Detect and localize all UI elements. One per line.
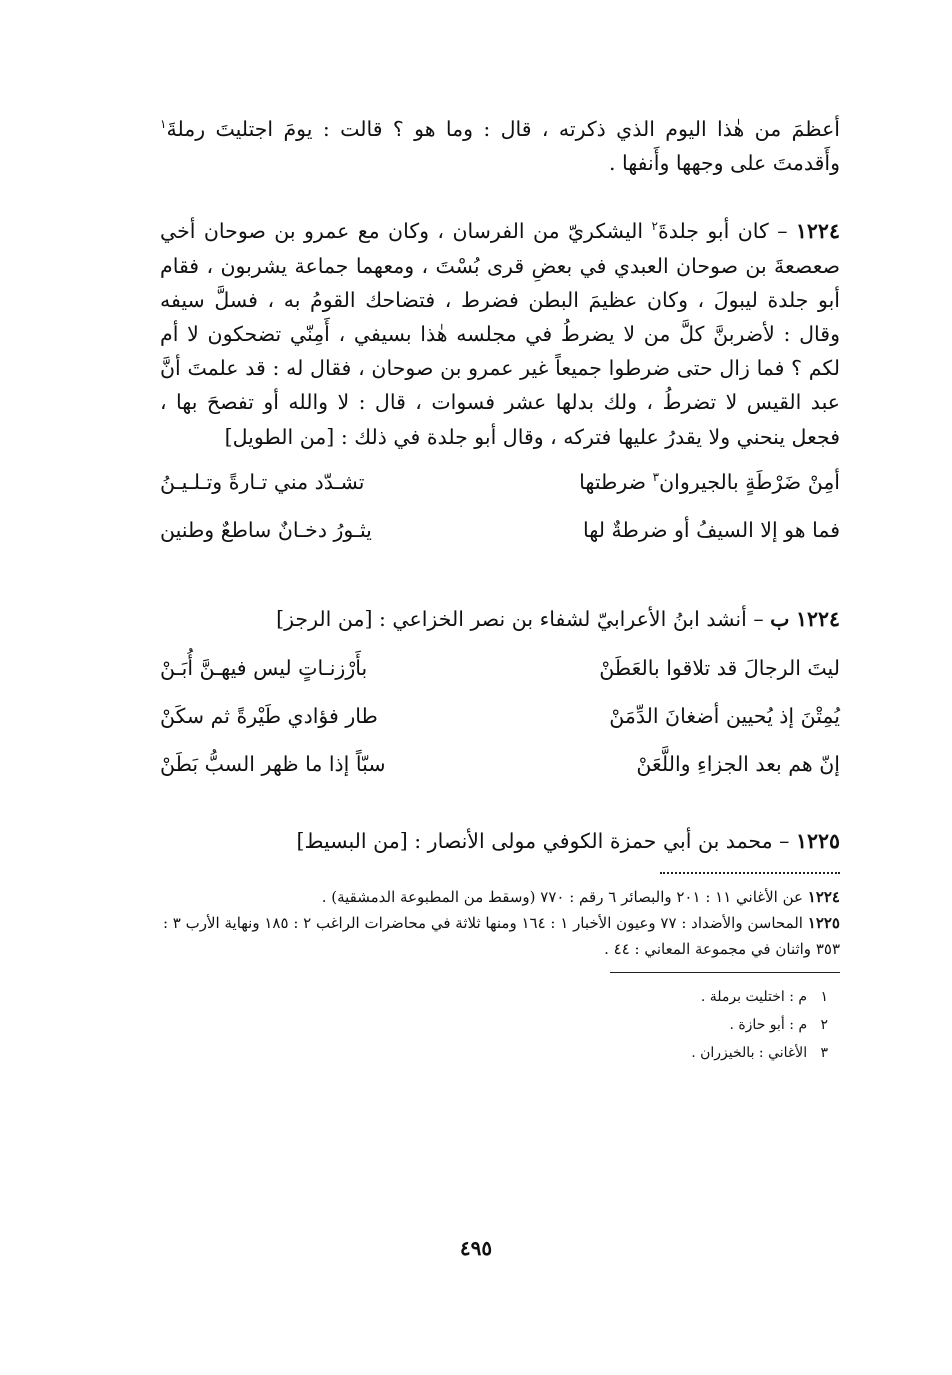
entry-1225-heading: [160, 824, 840, 858]
verse-line: [160, 518, 840, 566]
dotted-divider: [660, 872, 840, 874]
footnote-number: ٢: [820, 1017, 828, 1034]
meter-label: [من الطويل]: [224, 424, 335, 449]
entry-letter: ب: [770, 606, 790, 631]
footnote-divider: [610, 972, 840, 973]
footnote-ref: ١: [160, 117, 167, 132]
verse-line: [160, 752, 840, 800]
source-text: المحاسن والأضداد : ٧٧ وعيون الأخبار ١ : ١٦٤ ومنها ثلاثة في محاضرات الراغب ٢ : ١٨٥ ونهاية الأرب ٣ : ٣٥٣ واثنان في مجموعة المعاني : ٤٤ .: [162, 914, 840, 959]
entry-1224b-heading: [160, 602, 840, 636]
page-number: ٤٩٥: [459, 1236, 493, 1260]
footnote-text: م : أبو حازة .: [729, 1017, 808, 1034]
source-note: [160, 910, 840, 962]
entry-1224-text-b: اليشكريّ من الفرسان ، وكان مع عمرو بن صوحان أخي صعصعةَ بن صوحان العبدي في بعضِ قرى بُسْتَ ، ومعهما جماعة يشربون ، فقام أبو جلدة ليبولَ ، وكان عظيمَ البطن فضرط ، فتضاحك القومُ به ، فسلَّ سيفه وقال : لأضربنَّ كلَّ من لا يضرطُ في مجلسه هٰذا بسيفي ، أَمِنّي تضحكون لا أم لكم ؟ فما زال حتى ضرطوا جميعاً غير عمرو بن صوحان ، فقال له : قد علمتَ أنَّ عبد القيس لا تضرطُ ، ولك بدلها عشر فسوات ، قال : لا والله أو تفصحَ بها ، فجعل ينحني ولا يقدرُ عليها فتركه ، وقال أبو جلدة في ذلك :: [160, 219, 840, 449]
footnote-ref: ٢: [651, 219, 658, 234]
meter-label: [من الرجز]: [276, 606, 373, 631]
verse-line: [160, 656, 840, 704]
verse-hemistich-first: أمِنْ ضَرْطَةٍ بالجيروان$^٣$ ضرطتها: [579, 469, 840, 494]
footnote-text: الأغاني : بالخيزران .: [691, 1045, 808, 1062]
verse-hemistich-second: بأَرْزنـاتٍ ليس فيهـنَّ أُبَـنْ: [160, 656, 368, 681]
entry-1224b-text: أنشد ابنُ الأعرابيّ لشفاء بن نصر الخزاعي :: [379, 606, 747, 631]
footnote: [160, 1039, 840, 1067]
source-number: ١٢٢٥: [807, 914, 840, 933]
verse-line: [160, 704, 840, 752]
entry-dash: –: [753, 606, 764, 631]
intro-text-2: وأَقدمتَ على وجهها وأَنفها .: [608, 151, 840, 176]
source-note: [160, 884, 840, 910]
intro-text: أعظمَ من هٰذا اليوم الذي ذكرته ، قال : وما هو ؟ قالت : يومَ اجتليتَ رملةَ: [166, 117, 840, 141]
footnote-ref: ٣: [652, 470, 660, 484]
verse-hemistich-second: يثـورُ دخـانٌ ساطعٌ وطنين: [160, 517, 372, 542]
intro-paragraph: [160, 112, 840, 180]
verse-hemistich-second: تشـدّد مني تـارةً وتـلـيـنُ: [160, 469, 365, 494]
entry-1224-paragraph: [160, 214, 840, 453]
source-text: عن الأغاني ١١ : ٢٠١ والبصائر ٦ رقم : ٧٧٠ (وسقط من المطبوعة الدمشقية) .: [321, 888, 803, 907]
source-number: ١٢٢٤: [807, 888, 840, 907]
verse-hemistich-first: فما هو إلا السيفُ أو ضرطةٌ لها: [583, 517, 840, 542]
verse-hemistich-second: طار فؤادي طَيْرةً ثم سكَنْ: [160, 704, 378, 729]
meter-label: [من البسيط]: [296, 829, 408, 854]
entry-number: ١٢٢٤: [795, 219, 840, 244]
footnote: [160, 983, 840, 1011]
entry-1225-text: محمد بن أبي حمزة الكوفي مولى الأنصار :: [414, 829, 773, 854]
verse-hemistich-first: ليتَ الرجالَ قد تلاقوا بالعَطَنْ: [599, 656, 840, 681]
footnote-text: م : اختليت برملة .: [700, 989, 808, 1006]
entry-1224-text-a: كان أبو جلدةَ: [657, 219, 769, 244]
entry-number: ١٢٢٥: [795, 829, 840, 854]
entry-dash: –: [777, 219, 788, 244]
footnote-number: ٣: [820, 1045, 828, 1062]
footnote: [160, 1011, 840, 1039]
page-body: [160, 112, 840, 1067]
entry-dash: –: [779, 829, 790, 854]
verse-hemistich-first: يُمِتْنَ إذ يُحيين أضغانَ الدِّمَنْ: [609, 704, 840, 729]
verse-hemistich-second: سبّاً إذا ما ظهر السبُّ بَطَنْ: [160, 752, 386, 777]
footnote-number: ١: [820, 989, 828, 1006]
verse-hemistich-first: إنّ هم بعد الجزاءِ واللَّعَنْ: [636, 752, 840, 777]
verse-line: [160, 470, 840, 518]
entry-number: ١٢٢٤: [795, 606, 840, 631]
